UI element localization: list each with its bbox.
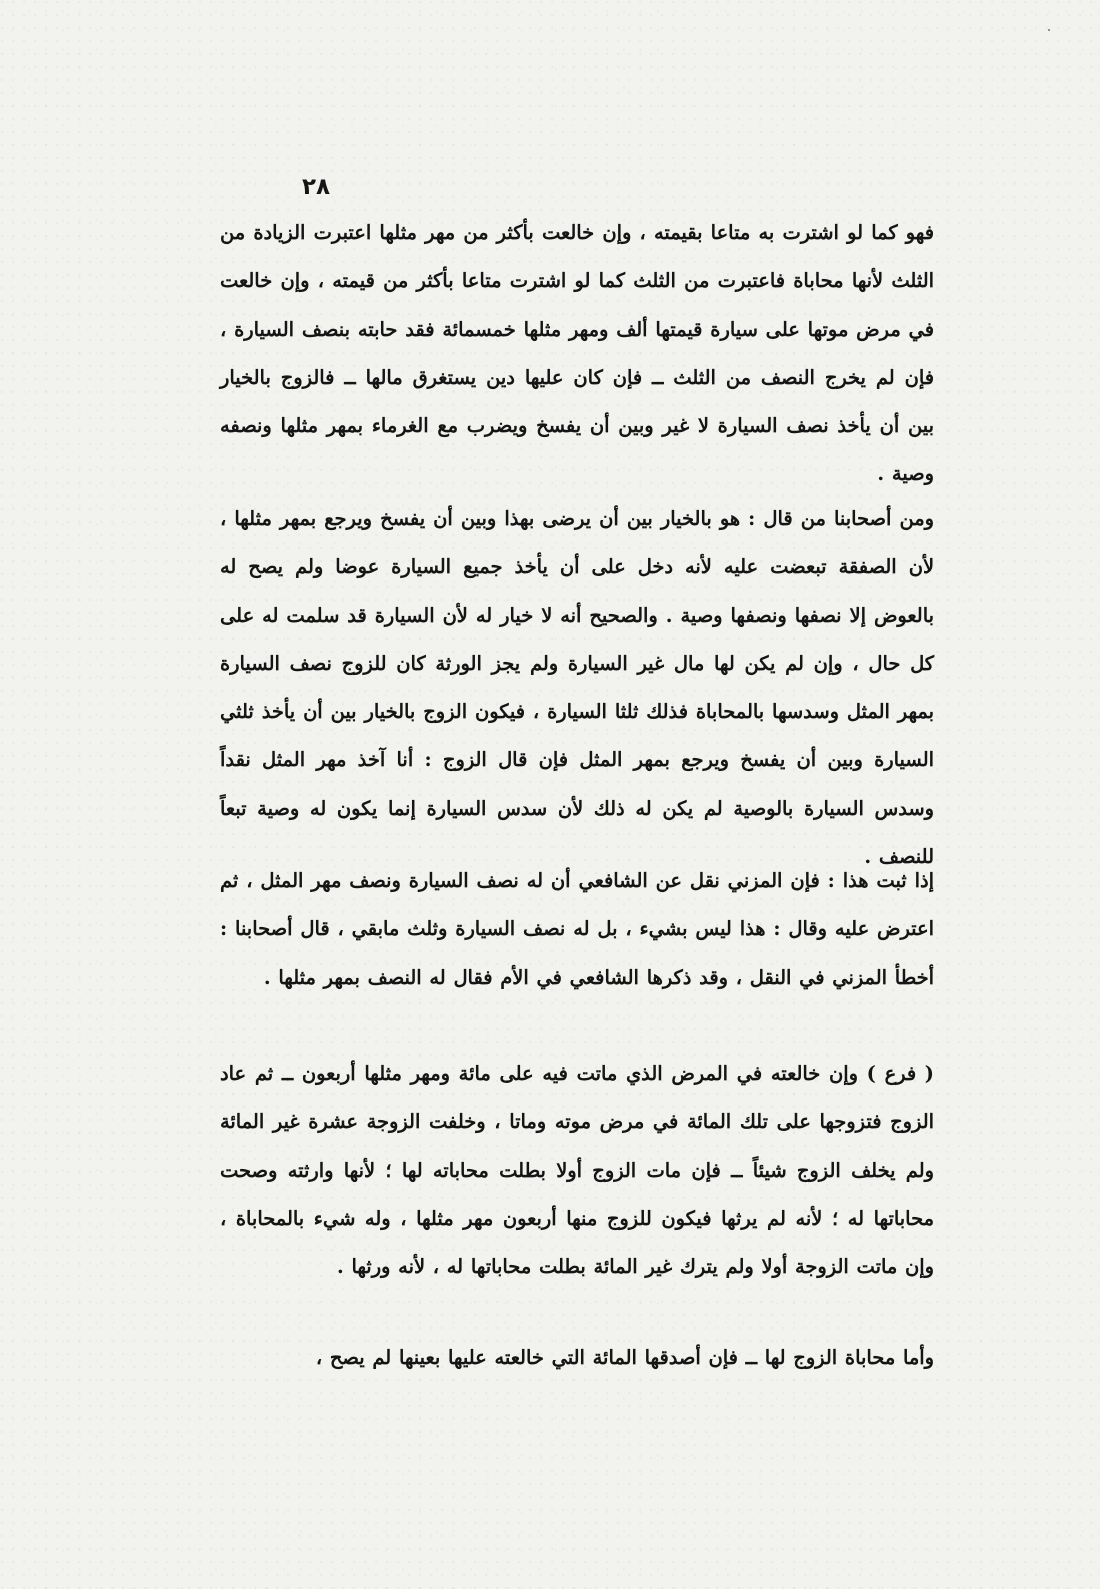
paragraph-3: إذا ثبت هذا : فإن المزني نقل عن الشافعي أن له نصف السيارة ونصف مهر المثل ، ثم اعترض عليه وقال : هذا ليس بشيء ، بل له نصف السيارة وثلث مابقي ، قال أصحابنا : أخطأ المزني في النقل ، وقد ذكرها الشافعي في الأم فقال له النصف بمهر مثلها . (220, 869, 934, 989)
paragraph-4: ( فرع ) وإن خالعته في المرض الذي ماتت فيه على مائة ومهر مثلها أربعون ــ ثم عاد الزوج فتزوجها على تلك المائة في مرض موته وماتا ، وخلفت الزوجة عشرة غير المائة ولم يخلف الزوج شيئاً ــ فإن مات الزوج أولا بطلت محاباته لها ؛ لأنها وارثته وصحت محاباتها له ؛ لأنه لم يرثها فيكون للزوج منها أربعون مهر مثلها ، وله شيء بالمحاباة ، وإن ماتت الزوجة أولا ولم يترك غير المائة بطلت محاباتها له ، لأنه ورثها . (220, 1062, 934, 1279)
paragraph-2: ومن أصحابنا من قال : هو بالخيار بين أن يرضى بهذا وبين أن يفسخ ويرجع بمهر مثلها ، لأن الصفقة تبعضت عليه لأنه دخل على أن يأخذ جميع السيارة عوضا ولم يصح له بالعوض إلا نصفها ونصفها وصية . والصحيح أنه لا خيار له لأن السيارة قد سلمت له على كل حال ، وإن لم يكن لها مال غير السيارة ولم يجز الورثة كان للزوج نصف السيارة بمهر المثل وسدسها بالمحاباة فذلك ثلثا السيارة ، فيكون الزوج بالخيار بين أن يأخذ ثلثي السيارة وبين أن يفسخ ويرجع بمهر المثل فإن قال الزوج : أنا آخذ مهر المثل نقداً وسدس السيارة بالوصية لم يكن له ذلك لأن سدس السيارة إنما يكون له وصية تبعاً للنصف . (220, 507, 934, 869)
paragraph-5: وأما محاباة الزوج لها ــ فإن أصدقها المائة التي خالعته عليها بعينها لم يصح ، (315, 1346, 934, 1369)
page-number: ٢٨ (301, 174, 331, 200)
paragraph-1: فهو كما لو اشترت به متاعا بقيمته ، وإن خالعت بأكثر من مهر مثلها اعتبرت الزيادة من الثلث لأنها محاباة فاعتبرت من الثلث كما لو اشترت متاعا بأكثر من قيمته ، وإن خالعت في مرض موتها على سيارة قيمتها ألف ومهر مثلها خمسمائة فقد حابته بنصف السيارة ، فإن لم يخرج النصف من الثلث ــ فإن كان عليها دين يستغرق مالها ــ فالزوج بالخيار بين أن يأخذ نصف السيارة لا غير وبين أن يفسخ ويضرب مع الغرماء بمهر مثلها ونصفه وصية . (220, 221, 934, 486)
scan-speck (1048, 29, 1050, 31)
